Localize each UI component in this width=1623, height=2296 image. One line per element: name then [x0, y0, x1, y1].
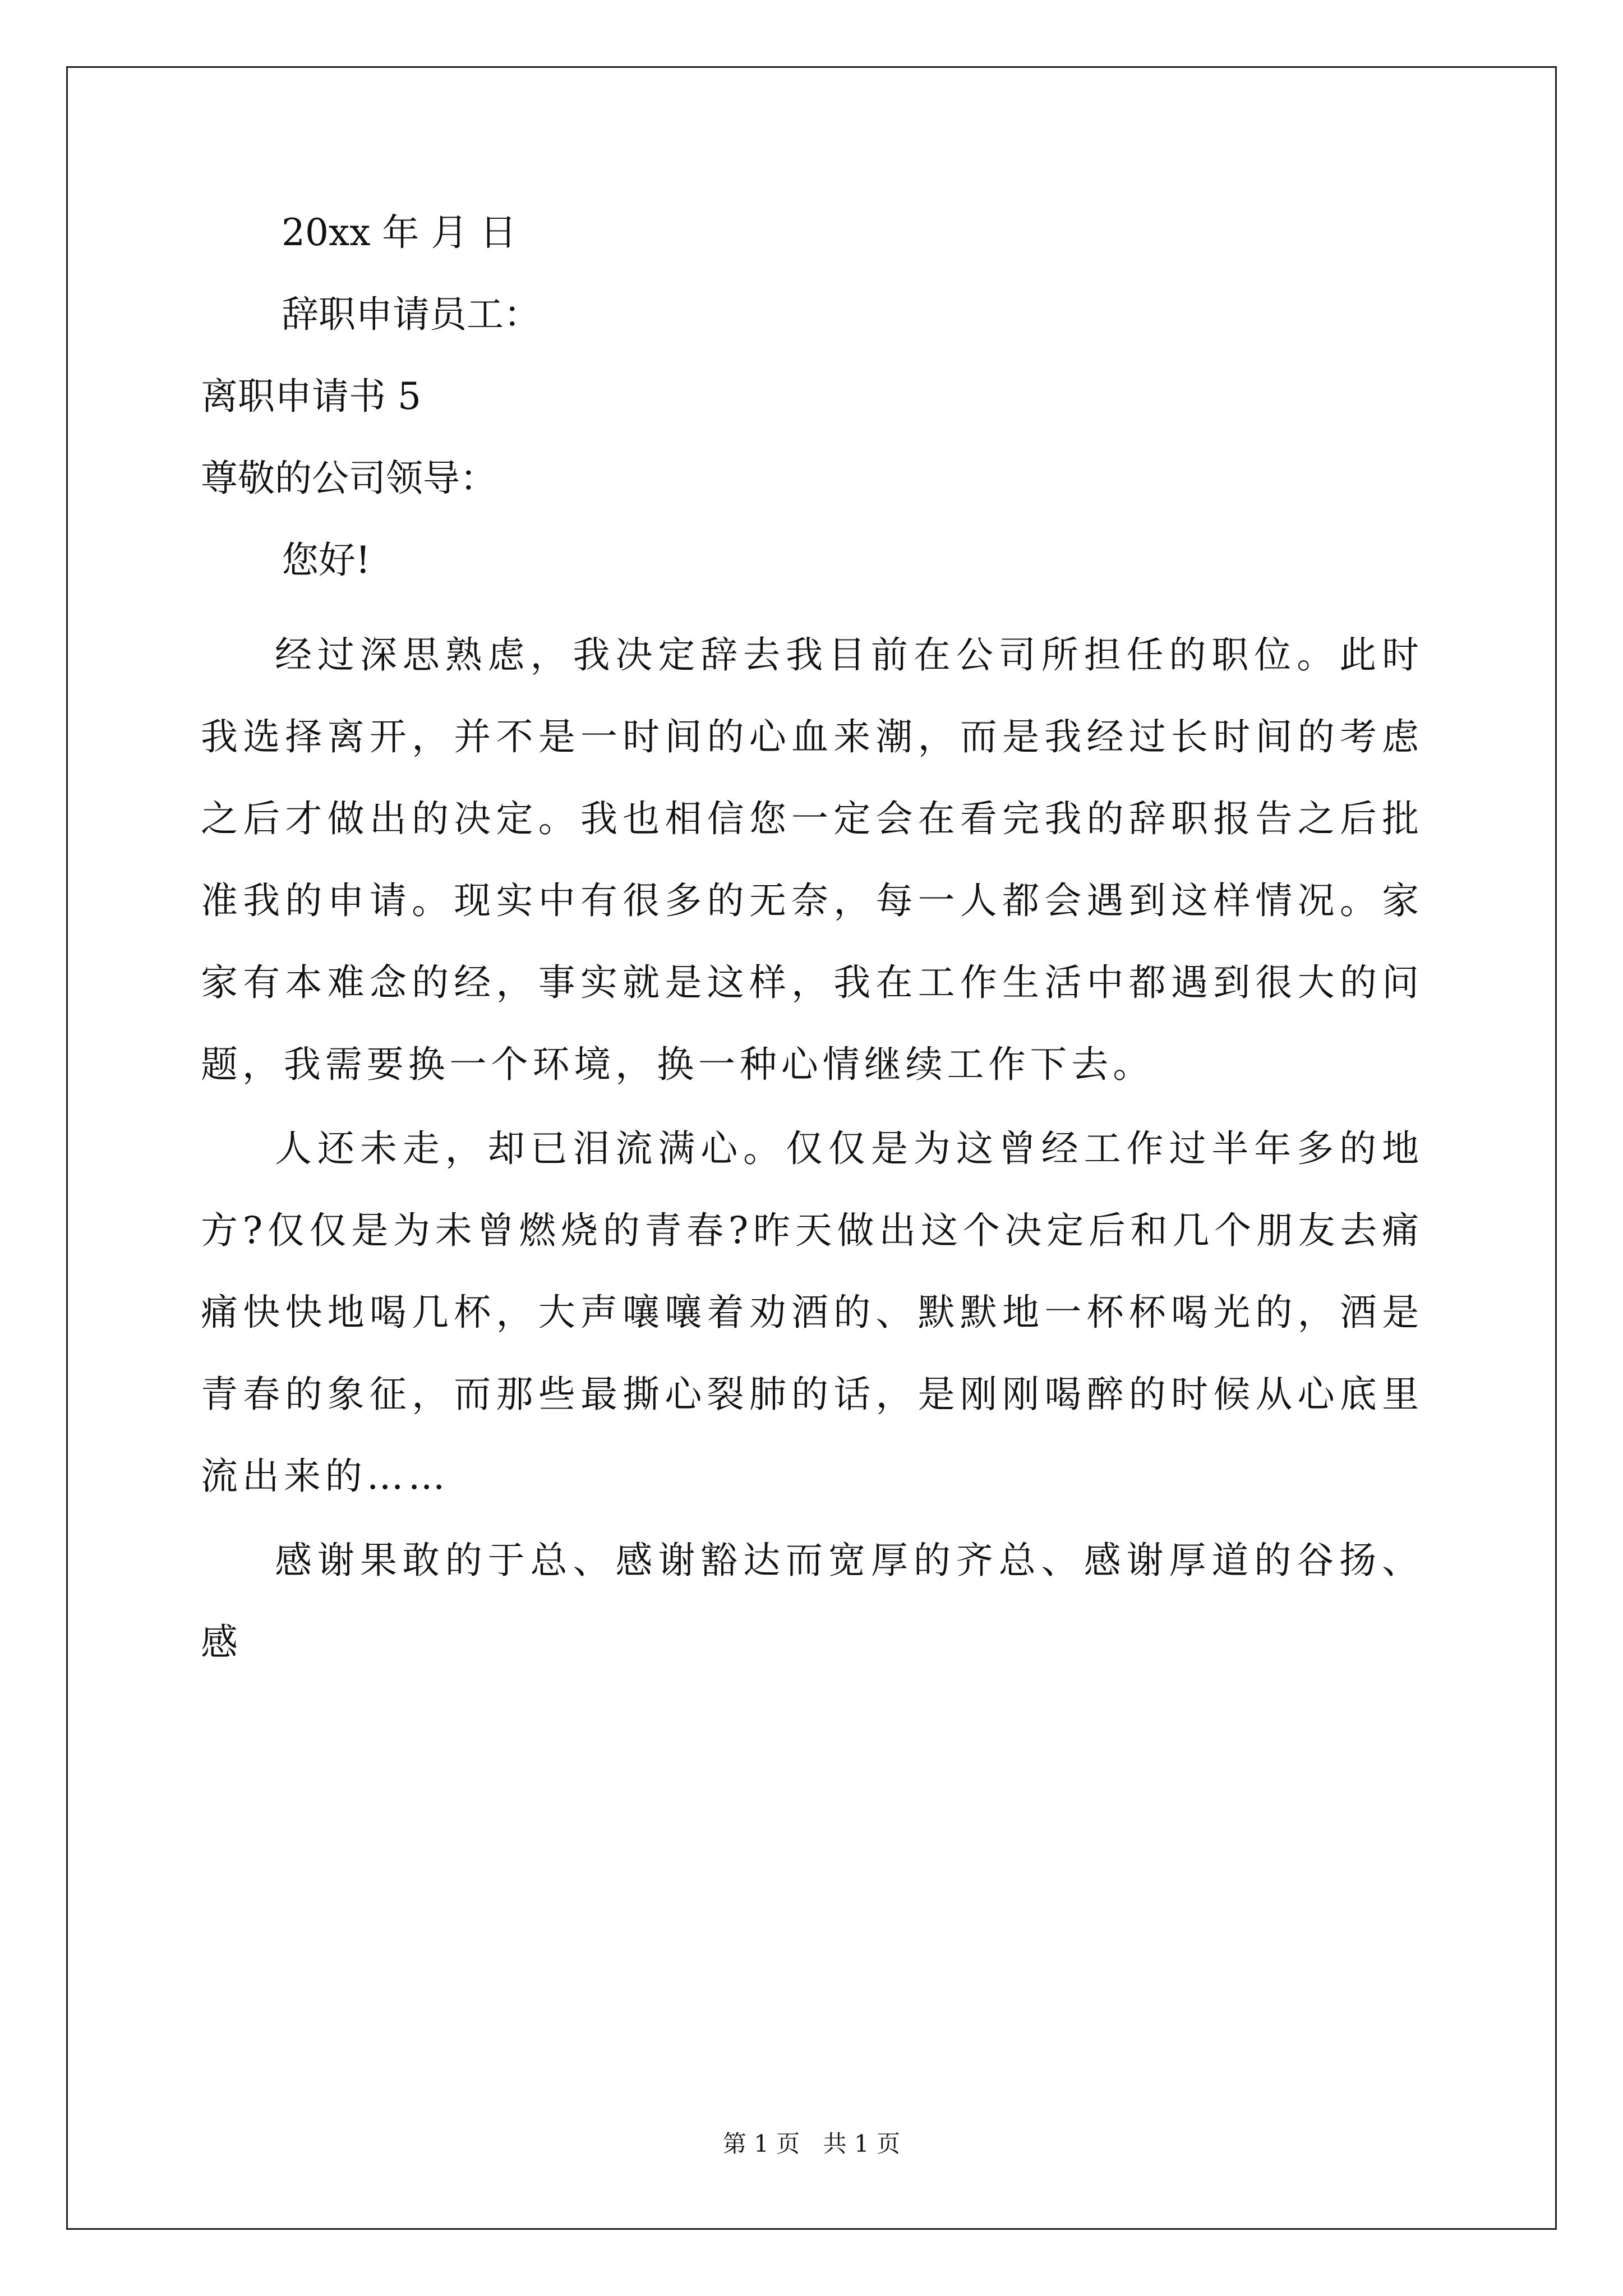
page-footer [0, 2127, 1623, 2161]
body-paragraph: 经过深思熟虑，我决定辞去我目前在公司所担任的职位。此时我选择离开，并不是一时间的心血来潮，而是我经过长时间的考虑之后才做出的决定。我也相信您一定会在看完我的辞职报告之后批准我的申请。现实中有很多的无奈，每一人都会遇到这样情况。家家有本难念的经，事实就是这样，我在工作生活中都遇到很大的问题，我需要换一个环境，换一种心情继续工作下去。 [201, 633, 1423, 1086]
body-paragraph: 人还未走，却已泪流满心。仅仅是为这曾经工作过半年多的地方?仅仅是为未曾燃烧的青春?昨天做出这个决定后和几个朋友去痛痛快快地喝几杯，大声嚷嚷着劝酒的、默默地一杯杯喝光的，酒是青春的象征，而那些最撕心裂肺的话，是刚刚喝醉的时候从心底里流出来的…… [201, 1127, 1423, 1498]
document-body [201, 205, 1423, 1683]
date-line: 20xx 年 月 日 [282, 211, 517, 254]
page-number-current: 第 1 页 [722, 2130, 800, 2157]
salutation: 尊敬的公司领导： [201, 457, 497, 500]
greeting: 您好! [282, 539, 371, 582]
resignation-staff-line: 辞职申请员工： [282, 293, 541, 336]
page-number-total: 共 1 页 [823, 2130, 901, 2157]
document-heading: 离职申请书 5 [201, 375, 421, 418]
body-paragraph: 感谢果敢的于总、感谢豁达而宽厚的齐总、感谢厚道的谷扬、感 [201, 1539, 1423, 1664]
